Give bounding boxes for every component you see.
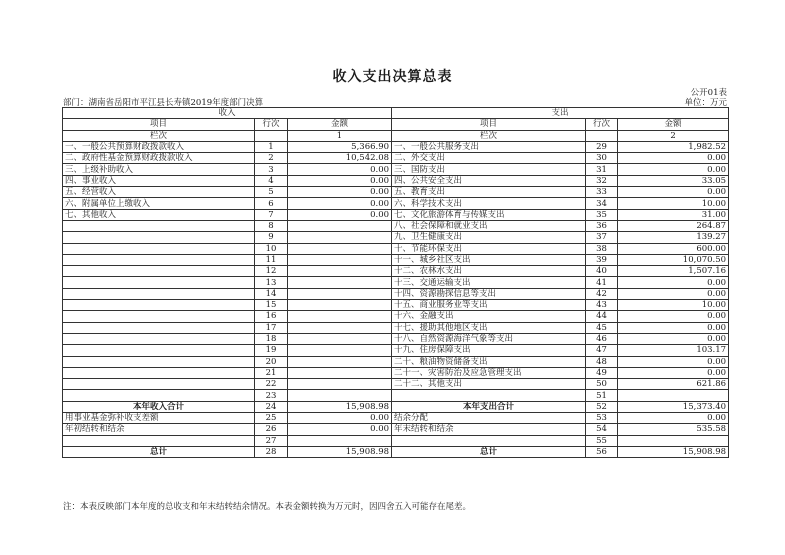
income-item-cell bbox=[63, 390, 255, 401]
table-row bbox=[63, 401, 729, 412]
table-row bbox=[63, 266, 729, 277]
income-amount-cell bbox=[288, 254, 392, 265]
expense-item-cell: 总计 bbox=[392, 446, 586, 457]
table-row bbox=[63, 356, 729, 367]
expense-rowno-cell: 52 bbox=[586, 401, 618, 412]
income-rowno-cell: 28 bbox=[255, 446, 288, 457]
expense-item-cell: 十三、交通运输支出 bbox=[392, 277, 586, 288]
income-item-cell bbox=[63, 277, 255, 288]
form-number: 公开01表 bbox=[690, 88, 727, 98]
expense-rowno-cell: 48 bbox=[586, 356, 618, 367]
expense-item-cell: 二十一、灾害防治及应急管理支出 bbox=[392, 367, 586, 378]
expense-rowno-cell: 31 bbox=[586, 164, 618, 175]
income-item-cell bbox=[63, 266, 255, 277]
income-item-cell: 七、其他收入 bbox=[63, 209, 255, 220]
expense-amount-cell: 103.17 bbox=[618, 345, 729, 356]
income-rowno-cell: 2 bbox=[255, 153, 288, 164]
expense-rowno-cell: 46 bbox=[586, 333, 618, 344]
footnote: 注：本表反映部门本年度的总收支和年末结转结余情况。本表金额转换为万元时，因四舍五入可能存在尾差。 bbox=[63, 502, 472, 512]
expense-amount-cell: 1,982.52 bbox=[618, 141, 729, 152]
column-header-row bbox=[63, 119, 729, 130]
income-amount-cell: 10,542.08 bbox=[288, 153, 392, 164]
income-amount-cell bbox=[288, 311, 392, 322]
income-rowno-cell: 7 bbox=[255, 209, 288, 220]
income-amount-cell bbox=[288, 367, 392, 378]
table-row bbox=[63, 254, 729, 265]
expense-amount-cell: 600.00 bbox=[618, 243, 729, 254]
table-row bbox=[63, 345, 729, 356]
income-amount-cell: 0.00 bbox=[288, 413, 392, 424]
expense-rowno-cell: 53 bbox=[586, 413, 618, 424]
expense-item-cell bbox=[392, 390, 586, 401]
expense-rowno-cell: 43 bbox=[586, 300, 618, 311]
expense-rowno-cell: 45 bbox=[586, 322, 618, 333]
income-item-cell bbox=[63, 345, 255, 356]
expense-rowno-header: 行次 bbox=[586, 119, 618, 130]
income-amount-cell: 0.00 bbox=[288, 187, 392, 198]
income-col-label: 栏次 bbox=[63, 130, 255, 141]
income-rowno-cell: 24 bbox=[255, 401, 288, 412]
income-item-cell: 五、经营收入 bbox=[63, 187, 255, 198]
column-label-row bbox=[63, 130, 729, 141]
table-row bbox=[63, 198, 729, 209]
expense-amount-cell: 0.00 bbox=[618, 277, 729, 288]
income-item-cell bbox=[63, 243, 255, 254]
expense-item-cell: 十一、城乡社区支出 bbox=[392, 254, 586, 265]
income-amount-cell bbox=[288, 300, 392, 311]
table-row bbox=[63, 322, 729, 333]
table-row bbox=[63, 311, 729, 322]
expense-item-cell: 二、外交支出 bbox=[392, 153, 586, 164]
expense-item-cell: 年末结转和结余 bbox=[392, 424, 586, 435]
expense-item-cell: 十二、农林水支出 bbox=[392, 266, 586, 277]
income-item-header: 项目 bbox=[63, 119, 255, 130]
expense-rowno-cell: 38 bbox=[586, 243, 618, 254]
income-amount-cell bbox=[288, 322, 392, 333]
expense-col-label: 栏次 bbox=[392, 130, 586, 141]
income-rowno-cell: 22 bbox=[255, 379, 288, 390]
expense-rowno-cell: 40 bbox=[586, 266, 618, 277]
income-item-cell bbox=[63, 288, 255, 299]
income-rowno-cell: 19 bbox=[255, 345, 288, 356]
income-rowno-cell: 6 bbox=[255, 198, 288, 209]
expense-amount-cell: 33.05 bbox=[618, 175, 729, 186]
income-rowno-cell: 15 bbox=[255, 300, 288, 311]
income-rowno-cell: 3 bbox=[255, 164, 288, 175]
table-row bbox=[63, 220, 729, 231]
income-item-cell: 本年收入合计 bbox=[63, 401, 255, 412]
expense-amount-cell: 15,908.98 bbox=[618, 446, 729, 457]
table-row bbox=[63, 379, 729, 390]
expense-rowno-cell: 55 bbox=[586, 435, 618, 446]
expense-item-cell: 十五、商业服务业等支出 bbox=[392, 300, 586, 311]
table-row bbox=[63, 413, 729, 424]
income-item-cell: 二、政府性基金预算财政拨款收入 bbox=[63, 153, 255, 164]
table-row bbox=[63, 446, 729, 457]
expense-rowno-cell: 44 bbox=[586, 311, 618, 322]
table-row bbox=[63, 435, 729, 446]
expense-item-cell: 九、卫生健康支出 bbox=[392, 232, 586, 243]
income-item-cell bbox=[63, 254, 255, 265]
income-rowno-cell: 1 bbox=[255, 141, 288, 152]
expense-amount-cell: 0.00 bbox=[618, 311, 729, 322]
expense-rowno-cell: 56 bbox=[586, 446, 618, 457]
income-amount-cell bbox=[288, 277, 392, 288]
page-title: 收入支出决算总表 bbox=[332, 69, 453, 85]
department-label: 部门：湖南省岳阳市平江县长寿镇2019年度部门决算 bbox=[63, 98, 264, 108]
income-amount-cell bbox=[288, 288, 392, 299]
expense-rowno-cell: 33 bbox=[586, 187, 618, 198]
expense-rowno-cell: 54 bbox=[586, 424, 618, 435]
expense-item-cell: 十九、住房保障支出 bbox=[392, 345, 586, 356]
income-item-cell bbox=[63, 311, 255, 322]
income-rowno-cell: 5 bbox=[255, 187, 288, 198]
income-amount-cell: 15,908.98 bbox=[288, 446, 392, 457]
income-item-cell bbox=[63, 333, 255, 344]
income-rowno-cell: 8 bbox=[255, 220, 288, 231]
income-item-cell bbox=[63, 232, 255, 243]
income-amount-cell bbox=[288, 243, 392, 254]
expense-item-cell: 一、一般公共服务支出 bbox=[392, 141, 586, 152]
expense-rowno-cell: 49 bbox=[586, 367, 618, 378]
expense-rowno-cell: 47 bbox=[586, 345, 618, 356]
expense-rowno-cell: 32 bbox=[586, 175, 618, 186]
income-rowno-cell: 18 bbox=[255, 333, 288, 344]
expense-item-cell: 二十二、其他支出 bbox=[392, 379, 586, 390]
income-rowno-cell: 14 bbox=[255, 288, 288, 299]
income-amount-cell bbox=[288, 390, 392, 401]
income-rowno-cell: 17 bbox=[255, 322, 288, 333]
income-rowno-cell: 23 bbox=[255, 390, 288, 401]
expense-item-cell: 六、科学技术支出 bbox=[392, 198, 586, 209]
expense-item-cell: 十六、金融支出 bbox=[392, 311, 586, 322]
income-amount-cell: 0.00 bbox=[288, 198, 392, 209]
income-amount-header: 金额 bbox=[288, 119, 392, 130]
income-item-cell bbox=[63, 435, 255, 446]
table-row bbox=[63, 187, 729, 198]
expense-item-cell: 结余分配 bbox=[392, 413, 586, 424]
table-row bbox=[63, 390, 729, 401]
expense-rowno-cell: 35 bbox=[586, 209, 618, 220]
expense-amount-cell: 0.00 bbox=[618, 356, 729, 367]
income-amount-cell bbox=[288, 356, 392, 367]
income-item-cell: 总计 bbox=[63, 446, 255, 457]
expense-amount-cell: 10.00 bbox=[618, 300, 729, 311]
expense-item-cell: 四、公共安全支出 bbox=[392, 175, 586, 186]
income-item-cell bbox=[63, 220, 255, 231]
expense-item-cell: 十七、援助其他地区支出 bbox=[392, 322, 586, 333]
expense-amount-cell: 0.00 bbox=[618, 187, 729, 198]
expense-amount-cell: 264.87 bbox=[618, 220, 729, 231]
section-header-row bbox=[63, 108, 729, 119]
expense-rowno-cell: 37 bbox=[586, 232, 618, 243]
expense-amount-cell: 31.00 bbox=[618, 209, 729, 220]
expense-item-cell: 本年支出合计 bbox=[392, 401, 586, 412]
expense-amount-cell: 0.00 bbox=[618, 413, 729, 424]
income-amount-cell bbox=[288, 266, 392, 277]
expense-amount-cell: 0.00 bbox=[618, 164, 729, 175]
income-item-cell: 三、上级补助收入 bbox=[63, 164, 255, 175]
table-row bbox=[63, 277, 729, 288]
income-amount-cell bbox=[288, 220, 392, 231]
income-rowno-cell: 9 bbox=[255, 232, 288, 243]
unit-label: 单位：万元 bbox=[684, 98, 727, 108]
income-item-cell bbox=[63, 322, 255, 333]
expense-amount-cell: 0.00 bbox=[618, 367, 729, 378]
income-rowno-header: 行次 bbox=[255, 119, 288, 130]
income-amount-cell bbox=[288, 232, 392, 243]
income-rowno-cell: 27 bbox=[255, 435, 288, 446]
expense-rowno-cell: 30 bbox=[586, 153, 618, 164]
income-item-cell: 六、附属单位上缴收入 bbox=[63, 198, 255, 209]
empty-cell bbox=[586, 130, 618, 141]
expense-amount-cell: 1,507.16 bbox=[618, 266, 729, 277]
expense-rowno-cell: 51 bbox=[586, 390, 618, 401]
expense-col-number: 2 bbox=[618, 130, 729, 141]
expense-rowno-cell: 50 bbox=[586, 379, 618, 390]
expense-rowno-cell: 41 bbox=[586, 277, 618, 288]
income-rowno-cell: 10 bbox=[255, 243, 288, 254]
table-row bbox=[63, 175, 729, 186]
expense-amount-cell: 139.27 bbox=[618, 232, 729, 243]
budget-summary-table bbox=[62, 107, 729, 458]
expense-rowno-cell: 34 bbox=[586, 198, 618, 209]
income-amount-cell bbox=[288, 435, 392, 446]
expense-item-cell: 七、文化旅游体育与传媒支出 bbox=[392, 209, 586, 220]
income-rowno-cell: 4 bbox=[255, 175, 288, 186]
income-amount-cell: 0.00 bbox=[288, 164, 392, 175]
expense-item-cell: 二十、粮油物资储备支出 bbox=[392, 356, 586, 367]
expense-amount-cell: 0.00 bbox=[618, 333, 729, 344]
table-row bbox=[63, 300, 729, 311]
table-row bbox=[63, 209, 729, 220]
income-amount-cell bbox=[288, 379, 392, 390]
expense-amount-header: 金额 bbox=[618, 119, 729, 130]
income-amount-cell: 0.00 bbox=[288, 424, 392, 435]
income-item-cell bbox=[63, 356, 255, 367]
expense-amount-cell: 0.00 bbox=[618, 288, 729, 299]
expense-item-cell: 五、教育支出 bbox=[392, 187, 586, 198]
table-row bbox=[63, 424, 729, 435]
income-item-cell bbox=[63, 300, 255, 311]
income-rowno-cell: 26 bbox=[255, 424, 288, 435]
expense-item-cell: 十四、资源勘探信息等支出 bbox=[392, 288, 586, 299]
empty-cell bbox=[255, 130, 288, 141]
expense-item-header: 项目 bbox=[392, 119, 586, 130]
expense-amount-cell bbox=[618, 390, 729, 401]
expense-amount-cell: 0.00 bbox=[618, 322, 729, 333]
table-row bbox=[63, 141, 729, 152]
expense-item-cell: 十、节能环保支出 bbox=[392, 243, 586, 254]
expense-amount-cell: 10,070.50 bbox=[618, 254, 729, 265]
income-amount-cell bbox=[288, 345, 392, 356]
income-item-cell bbox=[63, 367, 255, 378]
income-item-cell: 一、一般公共预算财政拨款收入 bbox=[63, 141, 255, 152]
income-rowno-cell: 25 bbox=[255, 413, 288, 424]
income-rowno-cell: 11 bbox=[255, 254, 288, 265]
expense-amount-cell: 621.86 bbox=[618, 379, 729, 390]
income-rowno-cell: 20 bbox=[255, 356, 288, 367]
income-rowno-cell: 13 bbox=[255, 277, 288, 288]
expense-rowno-cell: 36 bbox=[586, 220, 618, 231]
income-col-number: 1 bbox=[288, 130, 392, 141]
expense-amount-cell: 0.00 bbox=[618, 153, 729, 164]
income-amount-cell bbox=[288, 333, 392, 344]
income-rowno-cell: 16 bbox=[255, 311, 288, 322]
income-amount-cell: 15,908.98 bbox=[288, 401, 392, 412]
expense-rowno-cell: 29 bbox=[586, 141, 618, 152]
expense-item-cell bbox=[392, 435, 586, 446]
expense-rowno-cell: 39 bbox=[586, 254, 618, 265]
expense-amount-cell: 15,373.40 bbox=[618, 401, 729, 412]
expense-item-cell: 八、社会保障和就业支出 bbox=[392, 220, 586, 231]
expense-section-header: 支出 bbox=[392, 108, 729, 119]
table-row bbox=[63, 243, 729, 254]
income-amount-cell: 0.00 bbox=[288, 175, 392, 186]
expense-amount-cell: 535.58 bbox=[618, 424, 729, 435]
table-row bbox=[63, 333, 729, 344]
income-rowno-cell: 12 bbox=[255, 266, 288, 277]
expense-rowno-cell: 42 bbox=[586, 288, 618, 299]
expense-item-cell: 三、国防支出 bbox=[392, 164, 586, 175]
expense-item-cell: 十八、自然资源海洋气象等支出 bbox=[392, 333, 586, 344]
income-item-cell: 四、事业收入 bbox=[63, 175, 255, 186]
expense-amount-cell: 10.00 bbox=[618, 198, 729, 209]
table-row bbox=[63, 153, 729, 164]
income-item-cell: 用事业基金弥补收支差额 bbox=[63, 413, 255, 424]
table-row bbox=[63, 232, 729, 243]
income-item-cell: 年初结转和结余 bbox=[63, 424, 255, 435]
income-item-cell bbox=[63, 379, 255, 390]
table-row bbox=[63, 367, 729, 378]
income-amount-cell: 0.00 bbox=[288, 209, 392, 220]
income-amount-cell: 5,366.90 bbox=[288, 141, 392, 152]
income-rowno-cell: 21 bbox=[255, 367, 288, 378]
income-section-header: 收入 bbox=[63, 108, 392, 119]
expense-amount-cell bbox=[618, 435, 729, 446]
table-row bbox=[63, 288, 729, 299]
table-row bbox=[63, 164, 729, 175]
